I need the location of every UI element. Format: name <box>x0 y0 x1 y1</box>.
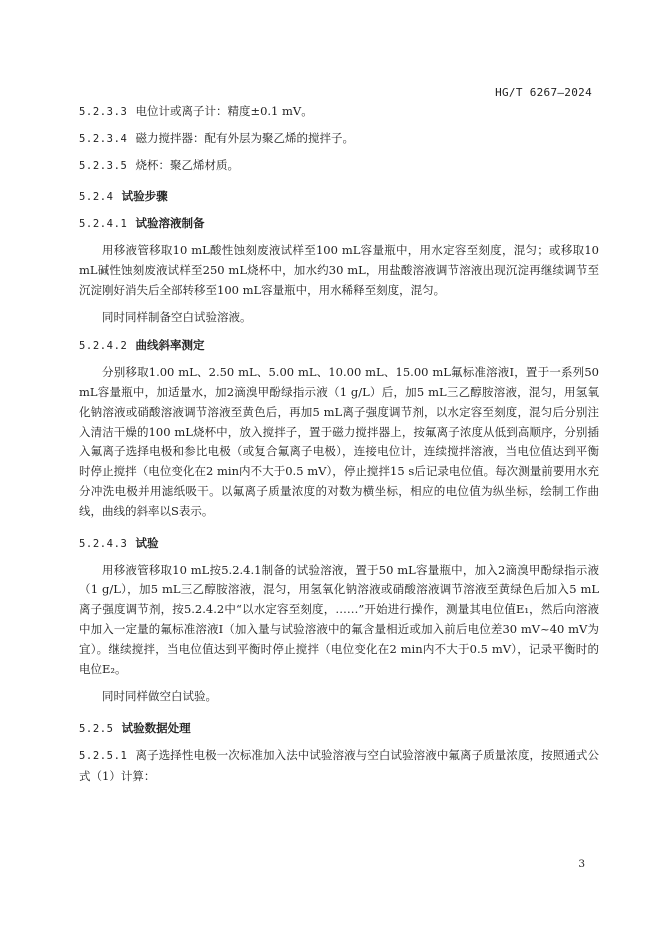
clause-number: 5.2.5.1 <box>79 750 128 763</box>
section-number: 5.2.4.2 <box>79 340 128 353</box>
paragraph: 用移液管移取10 mL按5.2.4.1制备的试验溶液，置于50 mL容量瓶中，加入2滴溴甲酚绿指示液（1 g/L），加5 mL三乙醇胺溶液，混匀，用氢氧化钠溶液或硝酸溶液调节溶液至黄绿色后加入5 mL离子强度调节剂，按5.2.4.2中“以水定容至刻度，……”开始进行操作，测量其电位值E₁，然后向溶液中加入一定量的氟标准溶液I（加入量与试验溶液中的氟含量相近或加入前后电位差30 mV~40 mV为宜）。继续搅拌，当电位值达到平衡时停止搅拌（电位变化在2 min内不大于0.5 mV），记录平衡时的电位E₂。 <box>79 562 599 676</box>
section-heading-5-2-4-2 <box>79 336 599 355</box>
page-number: 3 <box>578 858 585 870</box>
clause-5-2-3-3 <box>79 102 599 121</box>
clause-5-2-3-4 <box>79 129 599 148</box>
clause-number: 5.2.3.3 <box>79 106 128 118</box>
section-title: 试验溶液制备 <box>135 216 205 230</box>
clause-text: 磁力搅拌器：配有外层为聚乙烯的搅拌子。 <box>135 131 354 145</box>
section-heading-5-2-5 <box>79 719 599 738</box>
section-number: 5.2.4.1 <box>79 218 128 230</box>
document-code: HG/T 6267—2024 <box>495 86 592 99</box>
clause-5-2-5-1 <box>79 746 599 787</box>
clause-text: 烧杯：聚乙烯材质。 <box>135 158 239 172</box>
section-heading-5-2-4-3 <box>79 534 599 553</box>
clause-5-2-3-5 <box>79 156 599 175</box>
section-title: 曲线斜率测定 <box>135 338 205 353</box>
section-title: 试验步骤 <box>121 189 168 203</box>
clause-number: 5.2.3.4 <box>79 133 128 145</box>
paragraph: 同时同样制备空白试验溶液。 <box>102 310 252 325</box>
section-heading-5-2-4-1 <box>79 214 599 233</box>
clause-text: 电位计或离子计：精度±0.1 mV。 <box>135 104 313 118</box>
page-content <box>79 102 599 787</box>
clause-number: 5.2.3.5 <box>79 160 128 172</box>
section-title: 试验 <box>135 535 159 550</box>
paragraph: 用移液管移取10 mL酸性蚀刻废液试样至100 mL容量瓶中，用水定容至刻度，混匀；或移取10 mL碱性蚀刻废液试样至250 mL烧杯中，加水约30 mL，用盐酸溶液调节溶液出现沉淀再继续调节至沉淀刚好消失后全部转移至100 mL容量瓶中，用水稀释至刻度，混匀。 <box>79 243 599 297</box>
paragraph: 分别移取1.00 mL、2.50 mL、5.00 mL、10.00 mL、15.00 mL氟标准溶液I，置于一系列50 mL容量瓶中，加适量水，加2滴溴甲酚绿指示液（1 g/L）后，加5 mL三乙醇胺溶液，混匀，用氢氧化钠溶液或硝酸溶液调节溶液至黄色后，再加5 mL离子强度调节剂，以水定容至刻度，混匀后分别注入清洁干燥的100 mL烧杯中，放入搅拌子，置于磁力搅拌器上，按氟离子浓度从低到高顺序，分别插入氟离子选择电极和参比电极（或复合氟离子电极），连接电位计，连续搅拌溶液，当电位值达到平衡时停止搅拌（电位变化在2 min内不大于0.5 mV），停止搅拌15 s后记录电位值。每次测量前要用水充分冲洗电极并用滤纸吸干。以氟离子质量浓度的对数为横坐标，相应的电位值为纵坐标，绘制工作曲线，曲线的斜率以S表示。 <box>79 365 599 518</box>
section-heading-5-2-4 <box>79 187 599 206</box>
section-number: 5.2.5 <box>79 723 114 736</box>
clause-text: 离子选择性电极一次标准加入法中试验溶液与空白试验溶液中氟离子质量浓度，按照通式公式（1）计算： <box>79 748 599 783</box>
section-title: 试验数据处理 <box>121 721 191 736</box>
paragraph: 同时同样做空白试验。 <box>102 689 217 704</box>
section-number: 5.2.4 <box>79 191 114 203</box>
section-number: 5.2.4.3 <box>79 537 128 550</box>
